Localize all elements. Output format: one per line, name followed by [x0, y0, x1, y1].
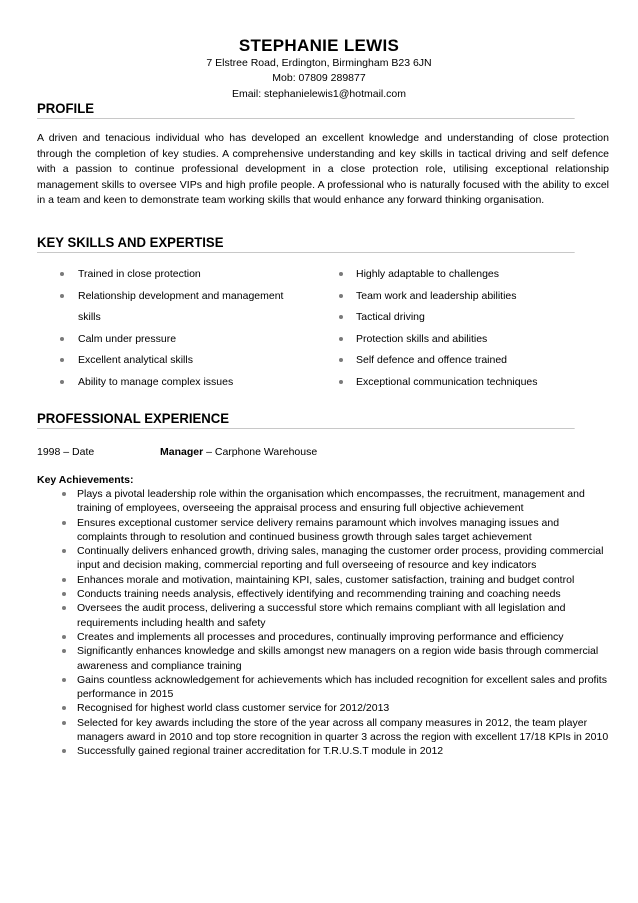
bullet-icon: [62, 521, 66, 525]
email-address: Email: stephanielewis1@hotmail.com: [231, 88, 407, 100]
profile-heading: PROFILE: [37, 100, 575, 119]
bullet-icon: [339, 294, 343, 298]
bullet-icon: [62, 592, 66, 596]
skill-item: Exceptional communication techniques: [356, 376, 538, 388]
bullet-icon: [60, 358, 64, 362]
bullet-icon: [62, 549, 66, 553]
skill-item: Team work and leadership abilities: [356, 290, 517, 302]
skill-item: Protection skills and abilities: [356, 333, 488, 345]
list-item: Significantly enhances knowledge and skills amongst new managers on a region wide basis through commercial awareness and compliance training: [37, 644, 609, 673]
bullet-icon: [60, 294, 64, 298]
bullet-icon: [62, 606, 66, 610]
bullet-icon: [60, 337, 64, 341]
list-item: Creates and implements all processes and procedures, continually improving performance and efficiency: [37, 630, 609, 644]
bullet-icon: [62, 678, 66, 682]
bullet-icon: [339, 380, 343, 384]
bullet-icon: [62, 706, 66, 710]
skill-item: Relationship development and management: [78, 290, 284, 302]
bullet-icon: [339, 315, 343, 319]
list-item: Successfully gained regional trainer accreditation for T.R.U.S.T module in 2012: [37, 744, 609, 758]
bullet-icon: [62, 635, 66, 639]
list-item: Plays a pivotal leadership role within the organisation which encompasses, the recruitment, management and training of employees, overseeing the appraisal process and ensuring full objective achievement: [37, 487, 609, 516]
bullet-icon: [60, 272, 64, 276]
list-item: Ensures exceptional customer service delivery remains paramount which involves managing issues and complaints through to resolution and continued business growth through sales target achievement: [37, 516, 609, 545]
skill-item: Trained in close protection: [78, 268, 201, 280]
bullet-icon: [62, 578, 66, 582]
list-item: Oversees the audit process, delivering a successful store which remains compliant with all legislation and requirements including health and safety: [37, 601, 609, 630]
job-title: Manager: [160, 446, 204, 458]
bullet-icon: [62, 721, 66, 725]
skill-item: Tactical driving: [356, 311, 425, 323]
mobile-number: Mob: 07809 289877: [272, 72, 366, 84]
list-item: Continually delivers enhanced growth, driving sales, managing the customer order process, providing commercial input and decision making, commercial reporting and full overseeing of resource and key indicators: [37, 544, 609, 573]
bullet-icon: [339, 358, 343, 362]
candidate-name: STEPHANIE LEWIS: [238, 36, 400, 55]
list-item: Enhances morale and motivation, maintaining KPI, sales, customer satisfaction, training and budget control: [37, 573, 609, 587]
address: 7 Elstree Road, Erdington, Birmingham B23 6JN: [206, 57, 432, 69]
bullet-icon: [62, 749, 66, 753]
skill-item: Excellent analytical skills: [78, 354, 193, 366]
bullet-icon: [339, 337, 343, 341]
skill-item-continued: skills: [78, 311, 101, 323]
list-item: Selected for key awards including the store of the year across all company measures in 2012, the team player managers award in 2010 and top store recognition in quarter 3 across the region with excellent 17/18 KPIs in 2010: [37, 716, 609, 745]
job-date: 1998 – Date: [37, 446, 95, 458]
skill-item: Calm under pressure: [78, 333, 177, 345]
list-item: Conducts training needs analysis, effectively identifying and recommending training and coaching needs: [37, 587, 609, 601]
list-item: Recognised for highest world class customer service for 2012/2013: [37, 701, 609, 715]
bullet-icon: [60, 380, 64, 384]
bullet-icon: [62, 649, 66, 653]
skills-heading: KEY SKILLS AND EXPERTISE: [37, 234, 575, 253]
experience-heading: PROFESSIONAL EXPERIENCE: [37, 410, 575, 429]
bullet-icon: [339, 272, 343, 276]
achievements-heading: Key Achievements:: [37, 474, 134, 486]
employer: – Carphone Warehouse: [203, 446, 318, 458]
skill-item: Self defence and offence trained: [356, 354, 508, 366]
skill-item: Highly adaptable to challenges: [356, 268, 500, 280]
profile-text: A driven and tenacious individual who has developed an excellent knowledge and understanding of close protection through the completion of key studies. A comprehensive understanding and key skills in tactical driving and self defence with a passion to continue professional development in a close protection role, utilising exceptional relationship management skills to oversee VIPs and high profile people. A professional who is naturally focused with the ability to excel in a team and keen to demonstrate team working skills that would enhance any forward thinking organisation.: [37, 132, 609, 207]
achievements-list: [37, 487, 609, 759]
bullet-icon: [62, 492, 66, 496]
skill-item: Ability to manage complex issues: [78, 376, 234, 388]
list-item: Gains countless acknowledgement for achievements which has included recognition for excellent sales and profits performance in 2015: [37, 673, 609, 702]
job-role: [160, 445, 317, 459]
